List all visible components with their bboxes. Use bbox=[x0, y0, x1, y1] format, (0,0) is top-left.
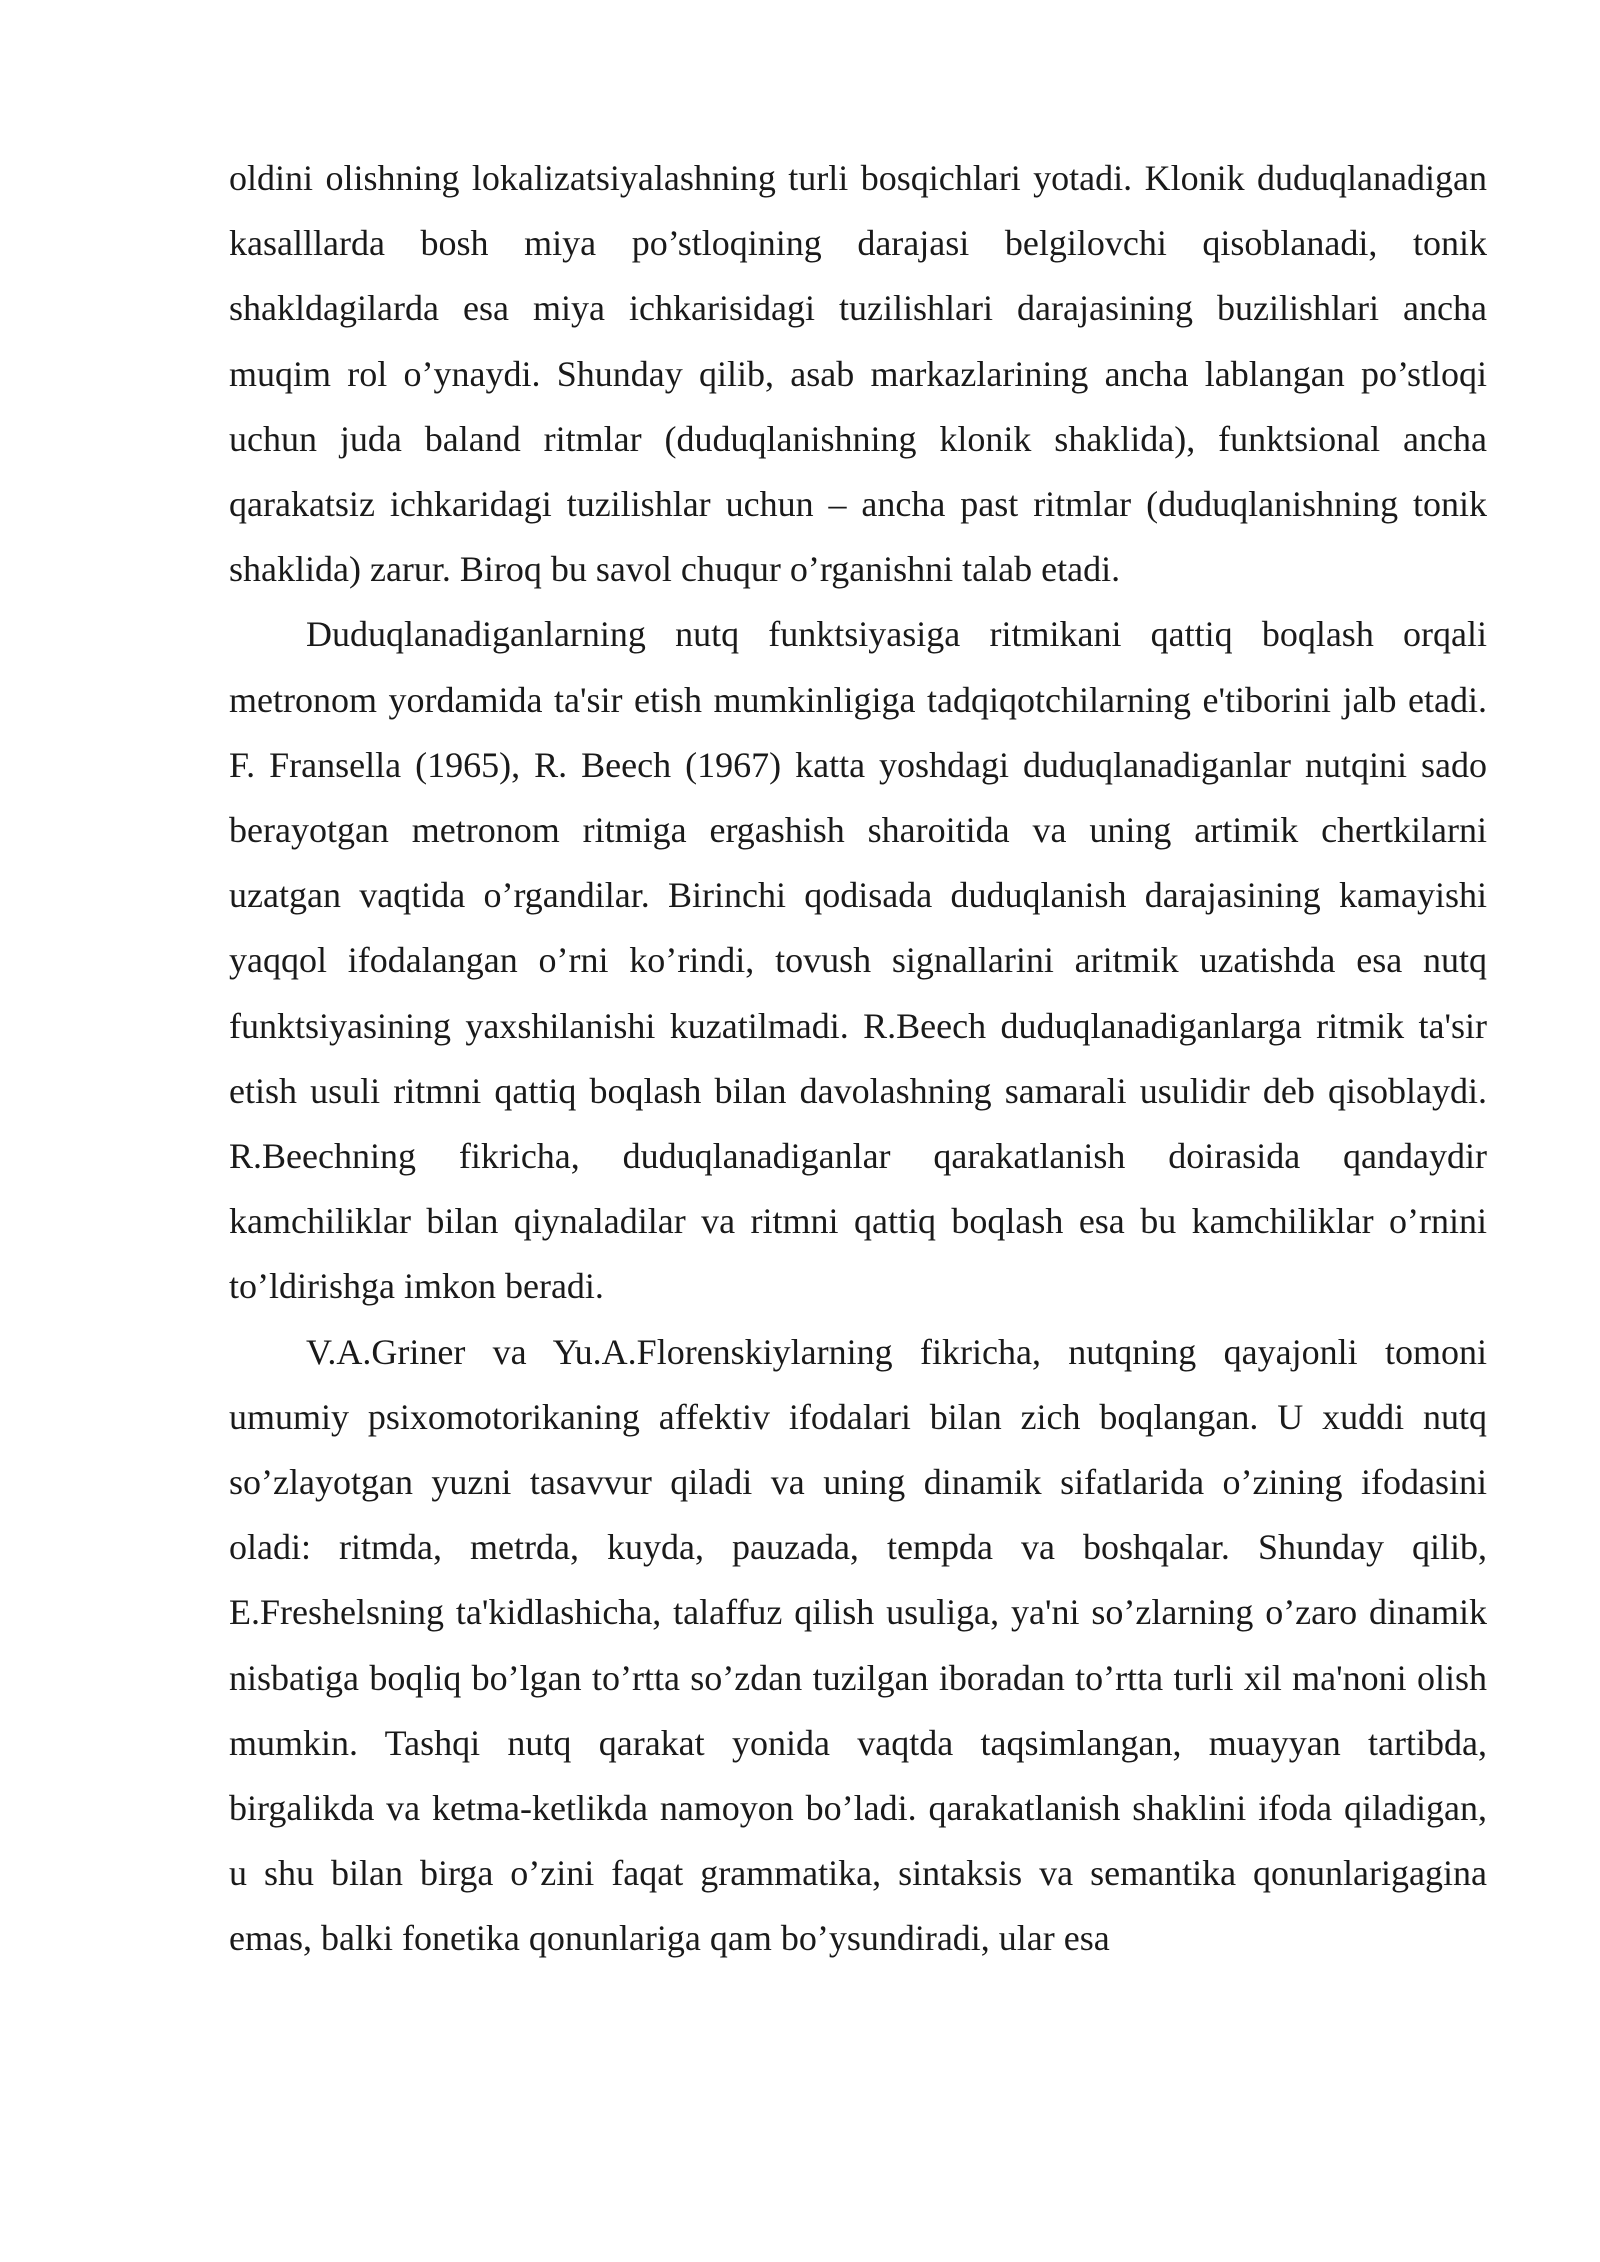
paragraph-1: oldini olishning lokalizatsiyalashning turli bosqichlari yotadi. Klonik duduqlanadigan kasalllarda bosh miya po’stloqining darajasi belgilovchi qisoblanadi, tonik shakldagilarda esa miya ichkarisidagi tuzilishlari darajasining buzilishlari ancha muqim rol o’ynaydi. Shunday qilib, asab markazlarining ancha lablangan po’stloqi uchun juda baland ritmlar (duduqlanishning klonik shaklida), funktsional ancha qarakatsiz ichkaridagi tuzilishlar uchun – ancha past ritmlar (duduqlanishning tonik shaklida) zarur. Biroq bu savol chuqur o’rganishni talab etadi. bbox=[229, 158, 1487, 590]
document-body bbox=[229, 146, 1487, 1972]
paragraph-2: Duduqlanadiganlarning nutq funktsiyasiga ritmikani qattiq boqlash orqali metronom yordamida ta'sir etish mumkinligiga tadqiqotchilarning e'tiborini jalb etadi. F. Fransella (1965), R. Beech (1967) katta yoshdagi duduqlanadiganlar nutqini sado berayotgan metronom ritmiga ergashish sharoitida va uning artimik chertkilarni uzatgan vaqtida o’rgandilar. Birinchi qodisada duduqlanish darajasining kamayishi yaqqol ifodalangan o’rni ko’rindi, tovush signallarini aritmik uzatishda esa nutq funktsiyasining yaxshilanishi kuzatilmadi. R.Beech duduqlanadiganlarga ritmik ta'sir etish usuli ritmni qattiq boqlash bilan davolashning samarali usulidir deb qisoblaydi. R.Beechning fikricha, duduqlanadiganlar qarakatlanish doirasida qandaydir kamchiliklar bilan qiynaladilar va ritmni qattiq boqlash esa bu kamchiliklar o’rnini to’ldirishga imkon beradi. bbox=[229, 614, 1487, 1307]
paragraph-3: V.A.Griner va Yu.A.Florenskiylarning fikricha, nutqning qayajonli tomoni umumiy psixomotorikaning affektiv ifodalari bilan zich boqlangan. U xuddi nutq so’zlayotgan yuzni tasavvur qiladi va uning dinamik sifatlarida o’zining ifodasini oladi: ritmda, metrda, kuyda, pauzada, tempda va boshqalar. Shunday qilib, E.Freshelsning ta'kidlashicha, talaffuz qilish usuliga, ya'ni so’zlarning o’zaro dinamik nisbatiga boqliq bo’lgan to’rtta so’zdan tuzilgan iboradan to’rtta turli xil ma'noni olish mumkin. Tashqi nutq qarakat yonida vaqtda taqsimlangan, muayyan tartibda, birgalikda va ketma-ketlikda namoyon bo’ladi. qarakatlanish shaklini ifoda qiladigan, u shu bilan birga o’zini faqat grammatika, sintaksis va semantika qonunlarigagina emas, balki fonetika qonunlariga qam bo’ysundiradi, ular esa bbox=[229, 1331, 1487, 1959]
